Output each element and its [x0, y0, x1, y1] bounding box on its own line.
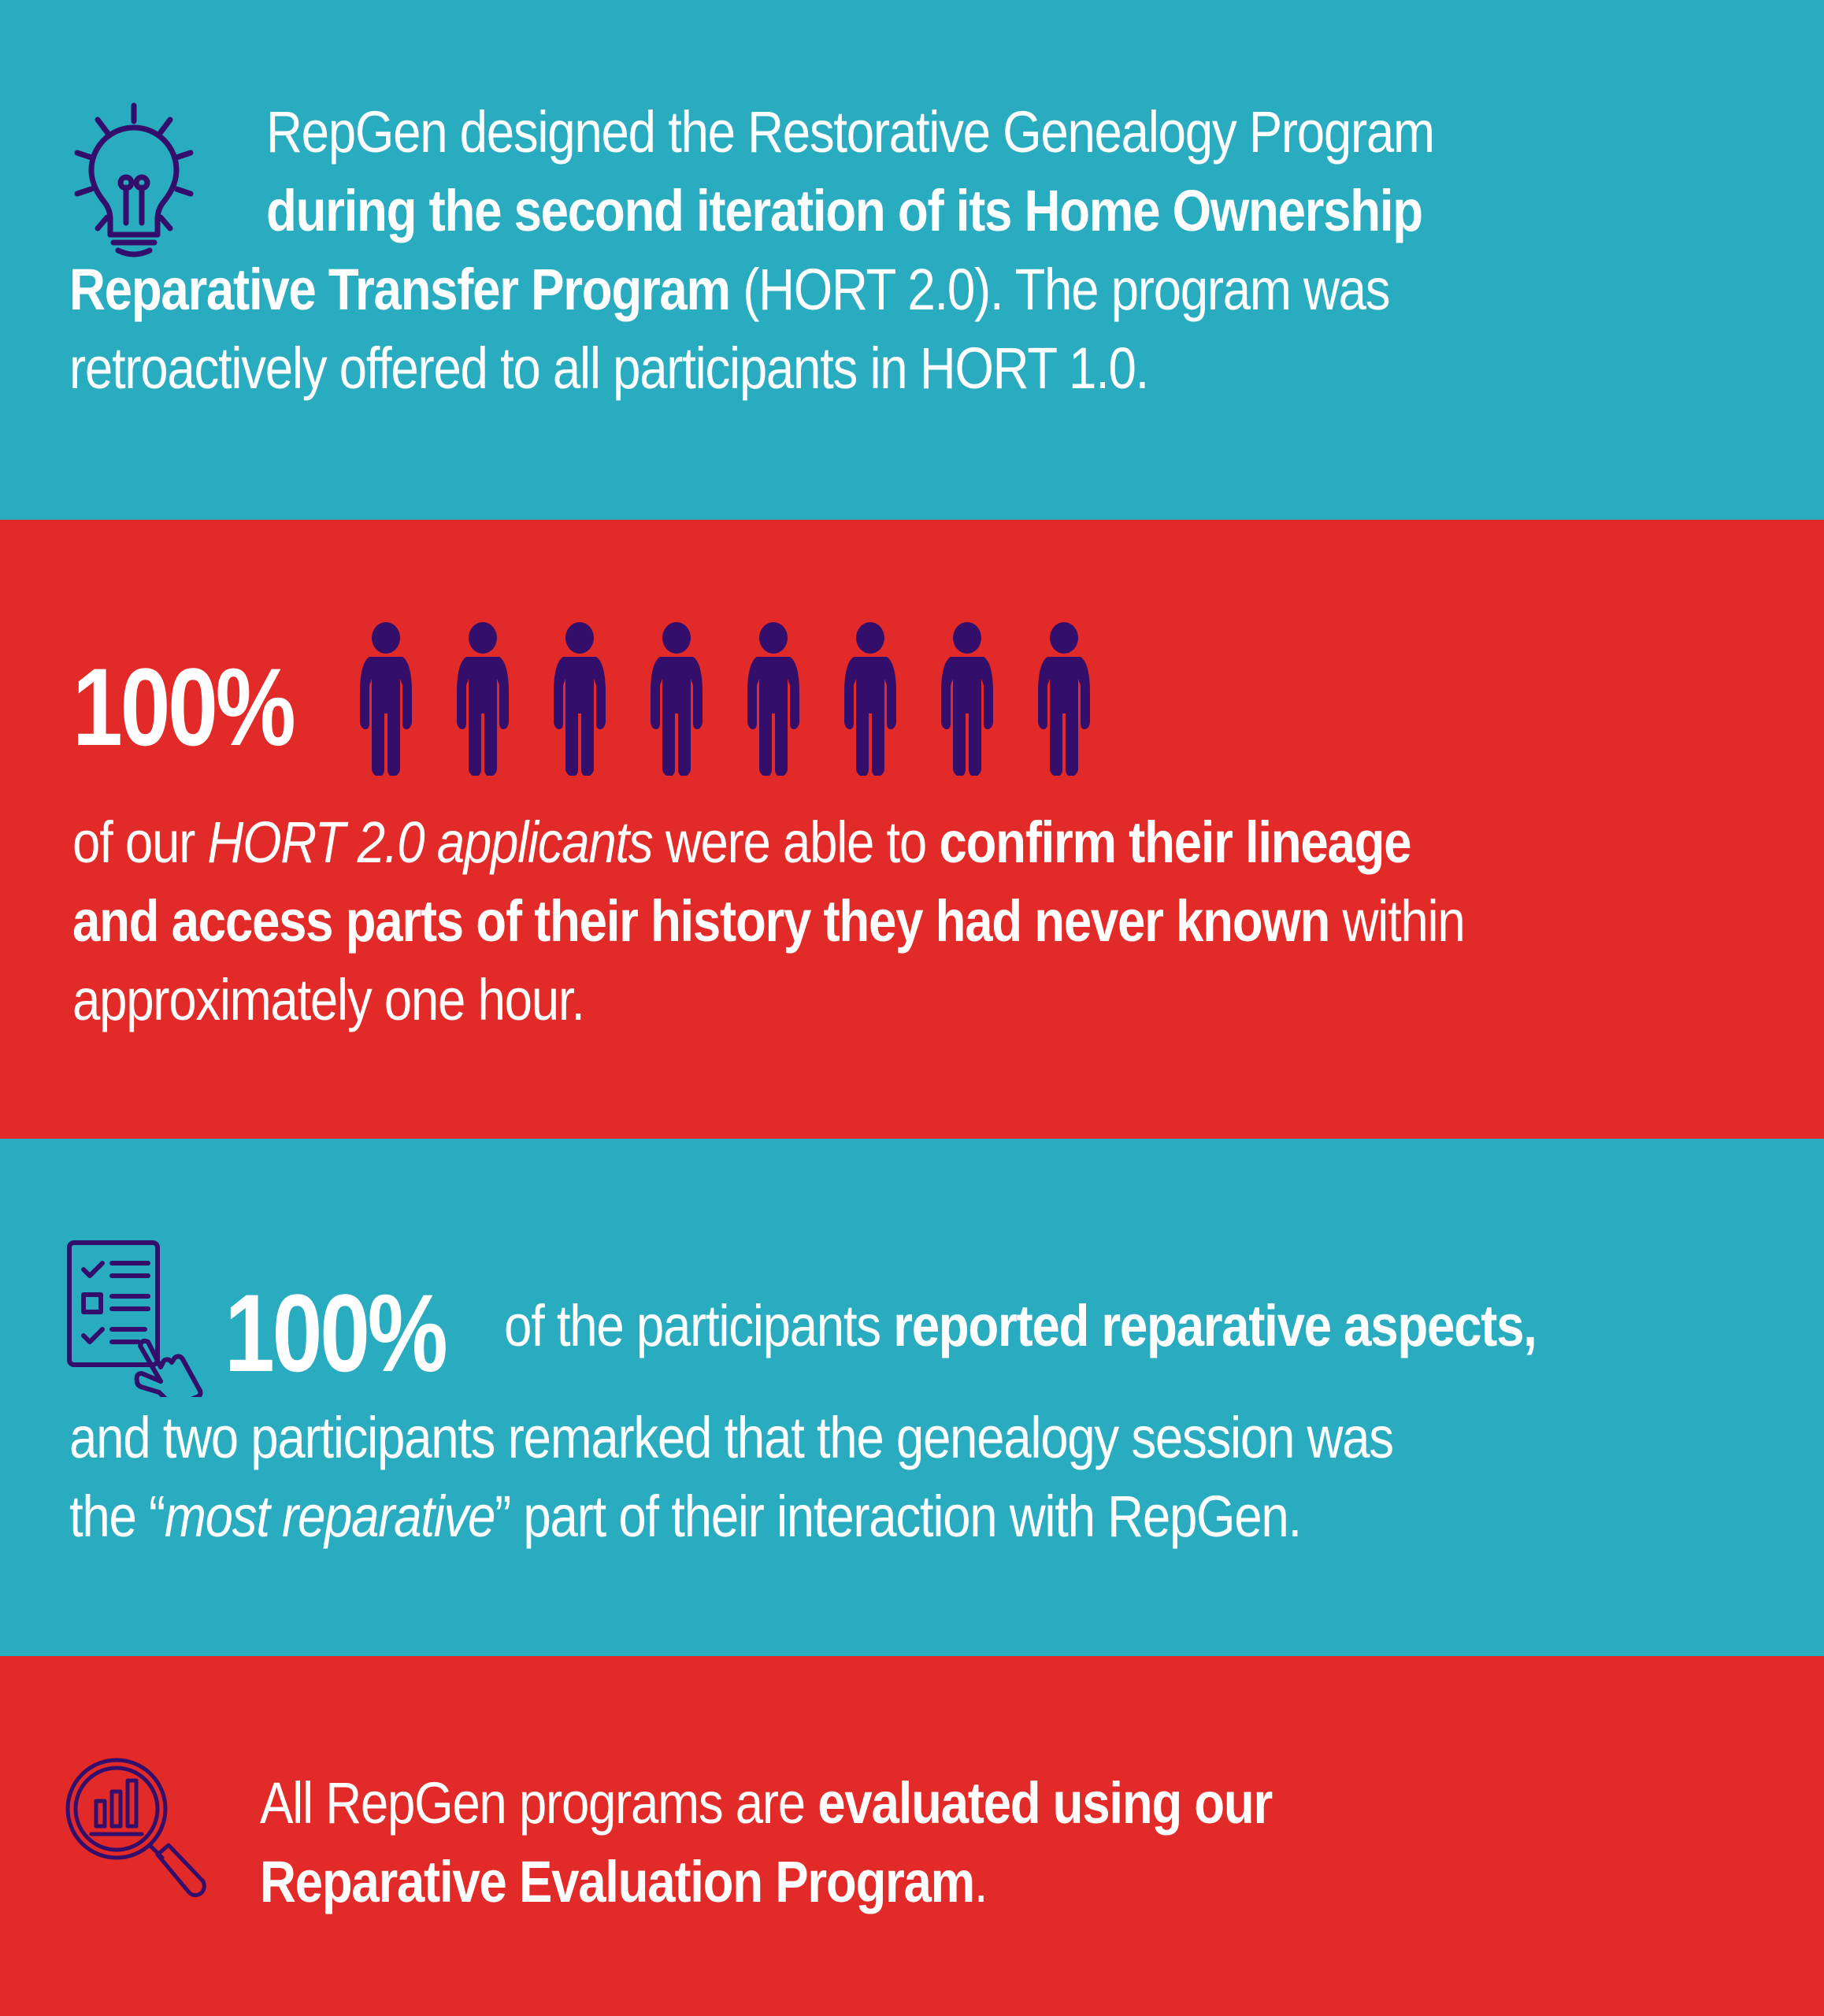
person-icon — [649, 622, 746, 776]
lineage-line-2 — [72, 882, 1464, 961]
reparative-line-3-a: the “ — [69, 1484, 165, 1549]
reparative-line-1-a: of the participants — [504, 1293, 894, 1358]
person-icon — [843, 622, 940, 776]
reparative-line-2: and two participants remarked that the genealogy session was — [69, 1405, 1393, 1470]
reparative-line-3-b: ” part of their interaction with RepGen. — [495, 1484, 1301, 1549]
evaluation-program-name: Reparative Evaluation Program — [260, 1849, 974, 1914]
person-icon — [746, 622, 843, 776]
lineage-line-1 — [72, 803, 1464, 882]
most-reparative-italic: most reparative — [164, 1484, 495, 1549]
hort-program-name: Reparative Transfer Program — [69, 257, 730, 322]
evaluation-line-2 — [260, 1843, 1272, 1922]
evaluation-line-2-rest: . — [973, 1849, 988, 1914]
person-icon — [358, 622, 455, 776]
intro-section — [0, 0, 1824, 520]
evaluation-line-1-a: All RepGen programs are — [260, 1770, 818, 1836]
reparative-line-1 — [504, 1287, 1537, 1366]
intro-line-3 — [69, 250, 1389, 329]
reparative-line-1-content — [504, 1287, 1537, 1366]
reparative-line-1-bold: reported reparative aspects, — [893, 1293, 1537, 1358]
reparative-stat-value: 100% — [224, 1271, 446, 1395]
intro-line-2-bold: during the second iteration of its Home Ownership — [266, 178, 1422, 243]
lineage-stat-value: 100% — [72, 645, 294, 769]
intro-paragraph-continued — [69, 250, 1389, 408]
evaluation-line-1 — [260, 1764, 1272, 1843]
evaluation-line-1-bold: evaluated using our — [817, 1770, 1272, 1836]
lightbulb-icon — [63, 101, 205, 258]
lineage-line-2-bold: and access parts of their history they had never known — [72, 888, 1330, 954]
people-row — [358, 622, 1133, 776]
lineage-line-1-b: were able to — [652, 810, 940, 875]
lineage-line-3: approximately one hour. — [72, 967, 584, 1032]
evaluation-section — [0, 1656, 1824, 2016]
reparative-stat-section — [0, 1139, 1824, 1656]
person-icon — [940, 622, 1036, 776]
lineage-line-1-bold: confirm their lineage — [939, 810, 1411, 875]
lineage-stat-section — [0, 520, 1824, 1139]
intro-paragraph — [266, 93, 1434, 250]
lineage-line-2-rest: within — [1329, 888, 1465, 954]
lineage-paragraph — [72, 803, 1464, 1040]
intro-line-1: RepGen designed the Restorative Genealogy Program — [266, 99, 1434, 165]
reparative-paragraph — [69, 1399, 1393, 1556]
intro-line-2 — [266, 172, 1434, 250]
intro-line-4: retroactively offered to all participants in HORT 1.0. — [69, 335, 1149, 401]
person-icon — [1036, 622, 1133, 776]
lineage-line-1-a: of our — [72, 810, 208, 875]
checklist-hand-icon — [66, 1240, 208, 1397]
person-icon — [552, 622, 649, 776]
person-icon — [455, 622, 552, 776]
intro-line-3-rest: (HORT 2.0). The program was — [729, 257, 1390, 322]
hort-applicants-italic: HORT 2.0 applicants — [207, 810, 653, 875]
evaluation-paragraph — [260, 1764, 1272, 1922]
magnifier-chart-icon — [65, 1757, 206, 1907]
reparative-line-3 — [69, 1477, 1393, 1556]
